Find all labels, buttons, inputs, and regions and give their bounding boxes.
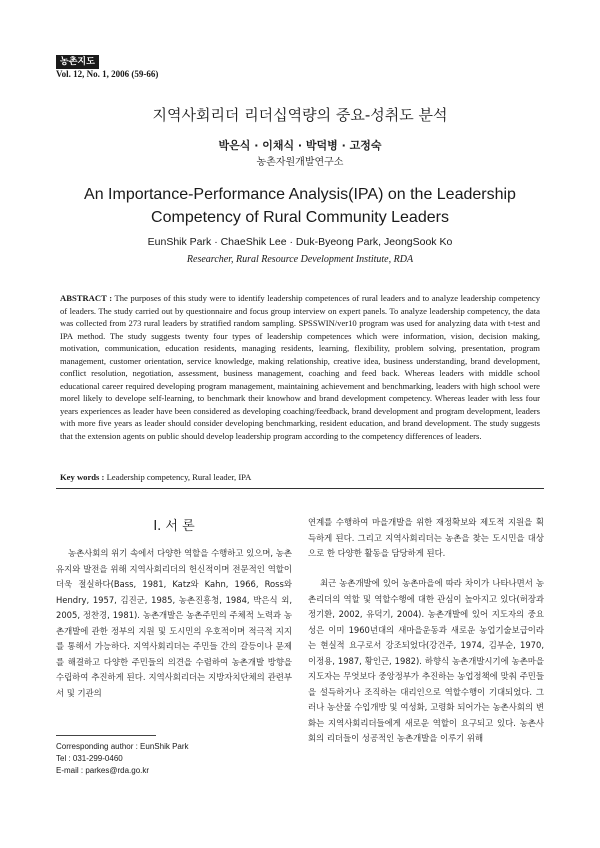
authors-korean: 박은식 · 이채식 · 박덕병 · 고정숙 bbox=[218, 139, 382, 152]
intro-continuation-right: 연계를 수행하여 마을개발을 위한 재정확보와 제도적 지원을 획득하게 된다. 그리고 지역사회리더는 농촌을 찾는 도시민을 대상으로 한 다양한 활동을 담당하게 된다. bbox=[308, 517, 544, 558]
abstract bbox=[60, 292, 540, 442]
author-telephone: Tel : 031-299-0460 bbox=[56, 754, 123, 763]
keywords-text: Leadership competency, Rural leader, IPA bbox=[106, 472, 252, 482]
title-korean: 지역사회리더 리더십역량의 중요-성취도 분석 bbox=[152, 106, 448, 124]
footnote bbox=[56, 741, 189, 777]
abstract-label: ABSTRACT : bbox=[60, 293, 113, 303]
journal-badge: 농촌지도 bbox=[56, 55, 99, 69]
affiliation-english: Researcher, Rural Resource Development Institute, RDA bbox=[186, 254, 414, 265]
corresponding-author: Corresponding author : EunShik Park bbox=[56, 742, 189, 751]
keywords-label: Key words : bbox=[60, 472, 105, 482]
section-divider bbox=[56, 488, 544, 489]
title-english: An Importance-Performance Analysis(IPA) on the Leadership Competency of Rural Community Leaders bbox=[84, 186, 516, 226]
intro-paragraph-left: 농촌사회의 위기 속에서 다양한 역할을 수행하고 있으며, 농촌유지와 발전을 위해 지역사회리더의 헌신적이며 전문적인 역할이 더욱 절실하다(Bass, 1981, Katz와 Kahn, 1966, Ross와 Hendry, 1957, 김진군, 1985, 농촌진흥청, 1984, 박은식 외, 2005, 정찬경, 1981). 농촌개발은 농촌주민의 주체적 노력과 농촌개발에 관한 정부의 지원 및 도시민의 우호적이며 적극적 지지를 통해서 가능하다. 지역사회리더는 주민들 간의 갈등이나 문제를 해결하고 다양한 주민들의 의견을 수렴하여 농촌개발 방향을 수립하여 추진하게 된다. 지역사회리더는 지방자치단체의 관련부서 및 기관의 bbox=[56, 548, 292, 698]
affiliation-korean: 농촌자원개발연구소 bbox=[256, 157, 344, 168]
keywords bbox=[60, 472, 540, 482]
volume-line: Vol. 12, No. 1, 2006 (59-66) bbox=[56, 69, 159, 79]
abstract-text: The purposes of this study were to identify leadership competences of rural leaders and to analyze leadership competency of leaders. The study carried out by questionnaire and focus group interview on expert panels. To analyze leadership competency, the data was collected from 273 rural leaders by stratified random sampling. SPSSWIN/ver10 program was used for analyzing data with t-test and IPA method. The study suggests twenty four types of leadership competences which were information, vision, decision making, motivation, communication, education residents, managing residents, learning, flexibility, problem solving, presentation, program management, customer orientation, service knowledge, making relationship, creative idea, business understanding, brand development, conflict resolution, negotiation, assessment, business management, coaching and feed back. Whereas leaders with middle school educational career required developing program management, maintaining achievement and benchmarking, leaders with high school were morel likely to develope self-learning, to benchmark their knowhow and brand development competency. Whereas leader with less four years experiences as leader have been considered as developing coaching/feedback, brand development and program development, leaders with more five years as leader should consider developing benchmarking, resident education, and brand development. The study suggests that the extension agents on public should develop leadership program according to the competency differences of leaders. bbox=[60, 293, 540, 441]
footnote-rule bbox=[56, 735, 156, 736]
author-email[interactable]: E-mail : parkes@rda.go.kr bbox=[56, 766, 150, 775]
authors-english: EunShik Park · ChaeShik Lee · Duk-Byeong Park, JeongSook Ko bbox=[147, 236, 453, 248]
intro-paragraph-right: 최근 농촌개발에 있어 농촌마을에 따라 차이가 나타나면서 농촌리더의 역할 및 역할수행에 대한 관심이 높아지고 있다(허장과 정기환, 2002, 유덕기, 2004). 농촌개발에 있어 지도자의 중요성은 이미 1960년대의 새마을운동과 새로운 농업기술보급이라는 현실적 요구로서 강조되었다(강건주, 1974, 김부순, 1970, 이정용, 1987, 황인근, 1982). 하향식 농촌개발시기에 농촌마을 지도자는 무엇보다 중앙정부가 추진하는 농업정책에 맞춰 주민들을 설득하거나 조직하는 대리인으로 역할수행이 기대되었다. 그러나 농산물 수입개방 및 여성화, 고령화 되어가는 농촌사회의 변화는 지역사회리더들에게 새로운 역할이 요구되고 있다. 농촌사회의 리더들이 성공적인 농촌개발을 이루기 위해 bbox=[308, 578, 544, 743]
section-heading: I. 서 론 bbox=[153, 519, 195, 534]
